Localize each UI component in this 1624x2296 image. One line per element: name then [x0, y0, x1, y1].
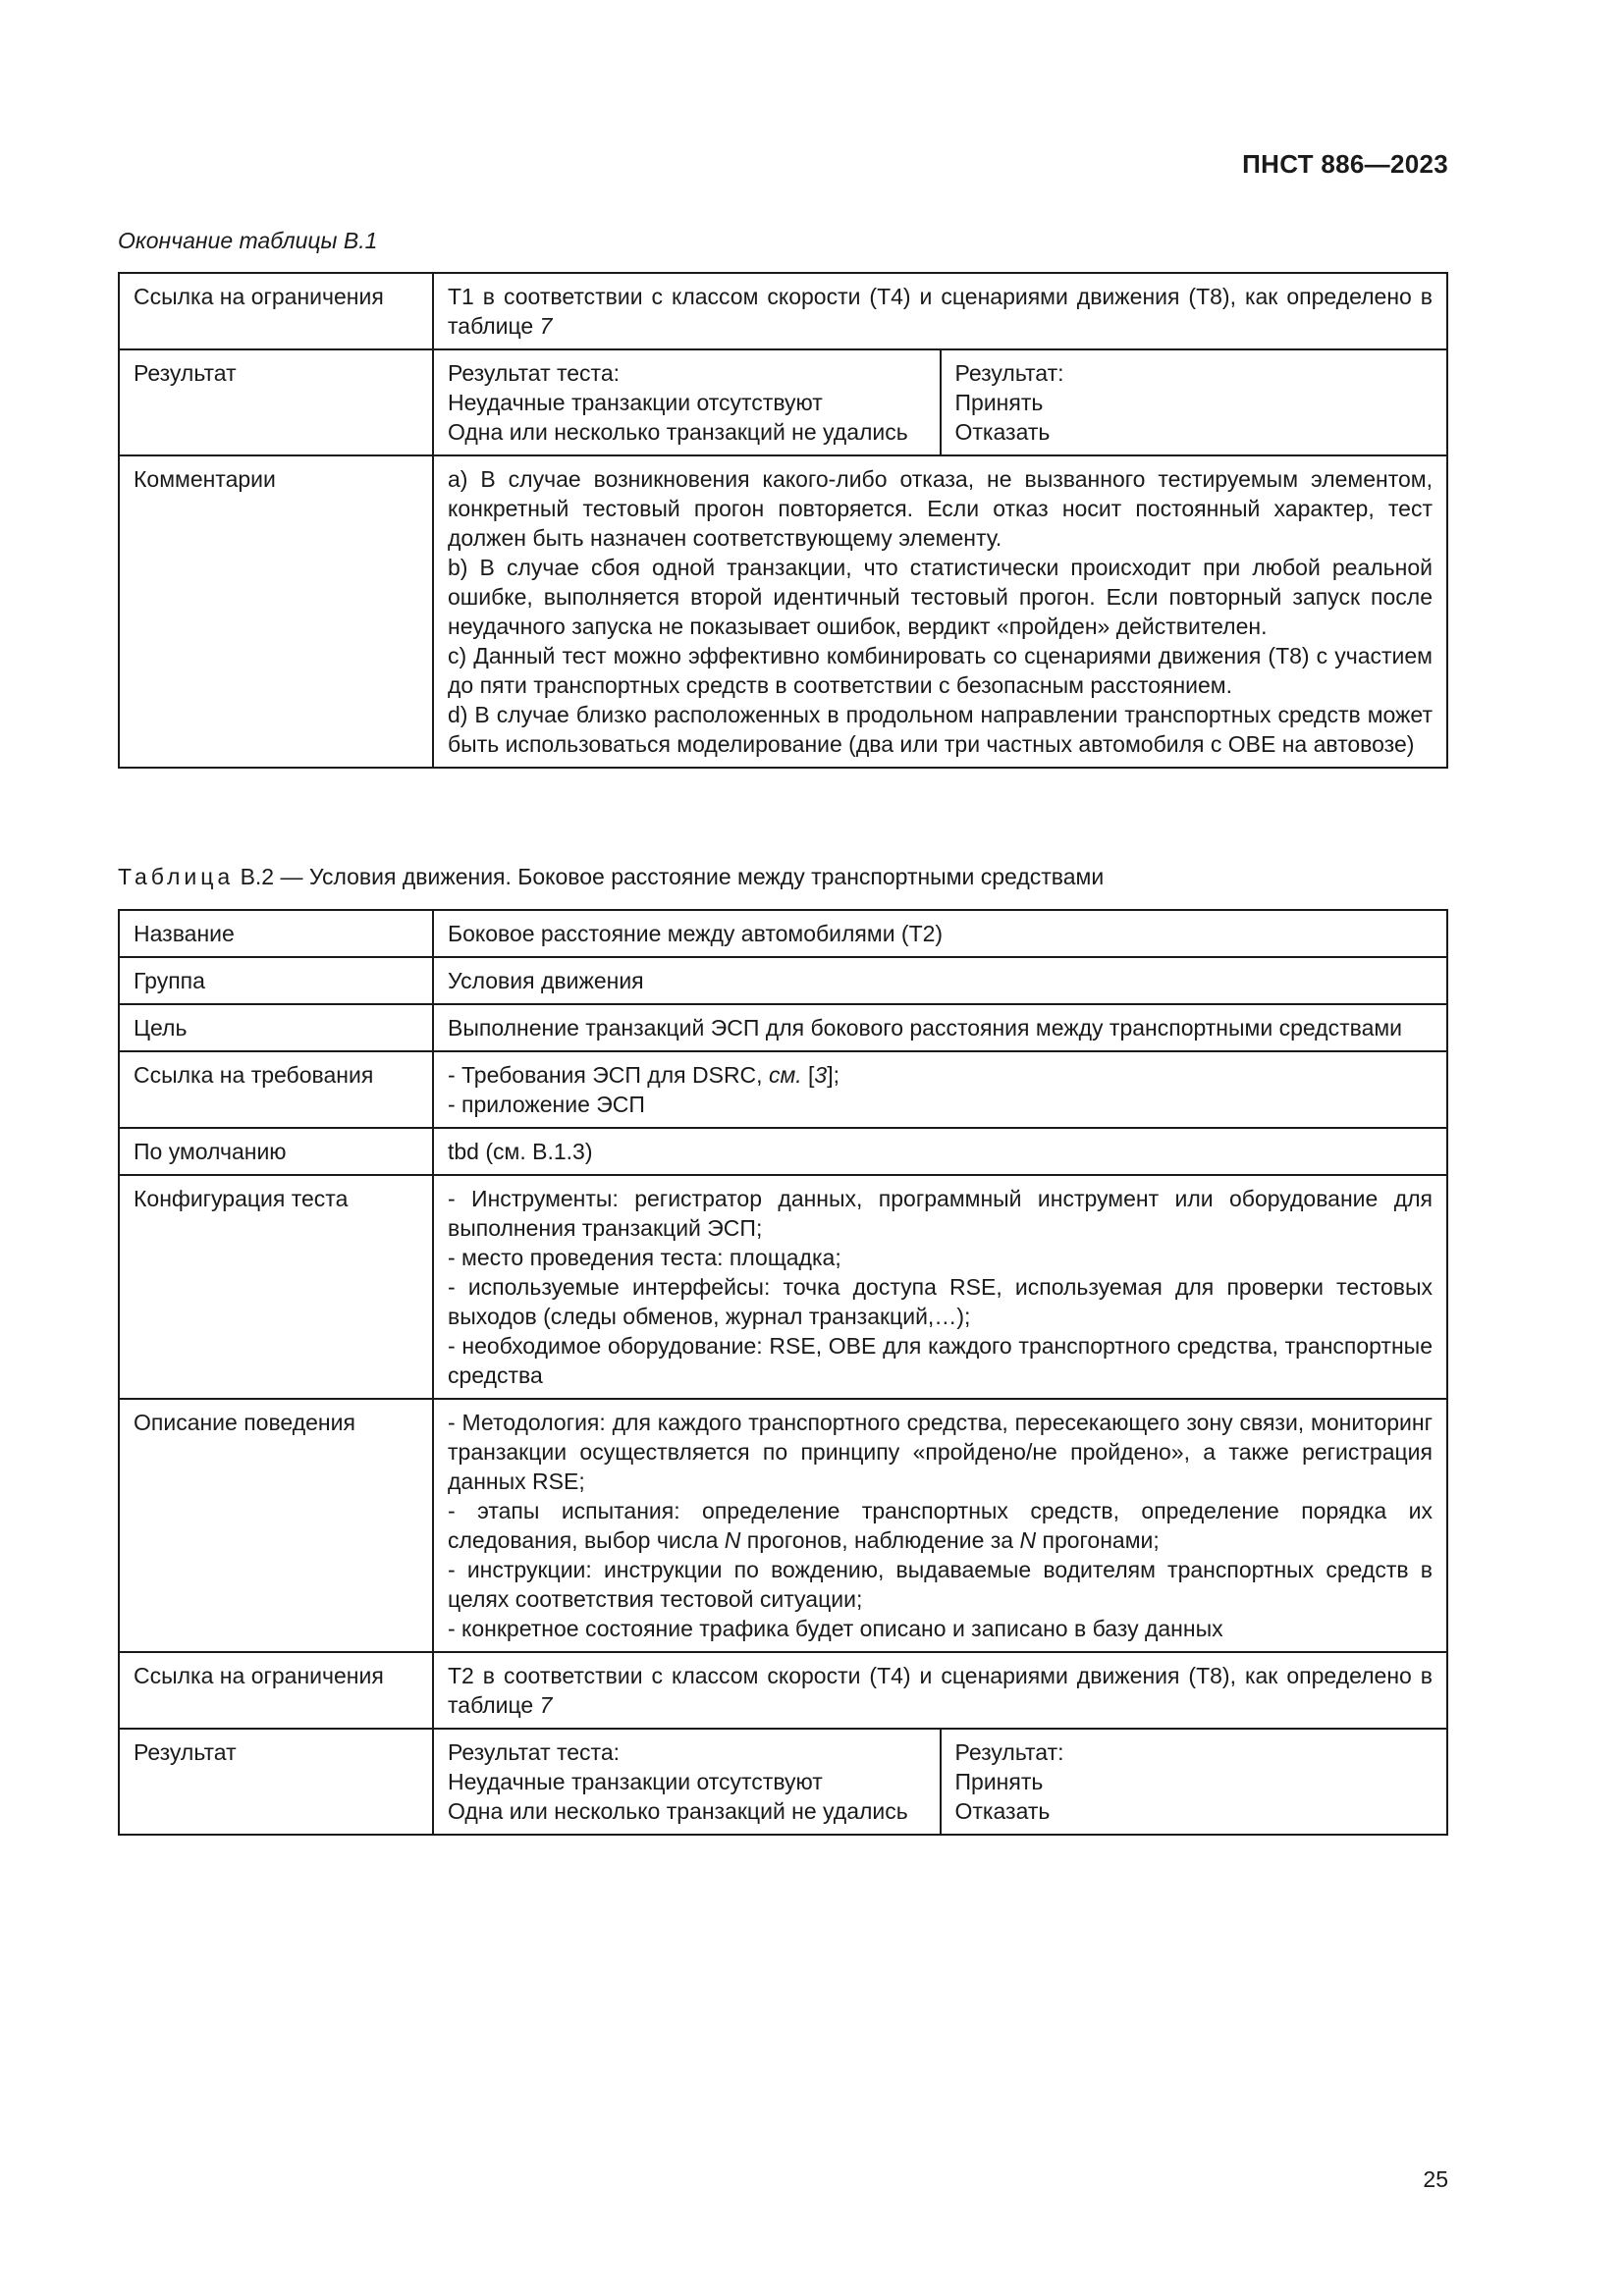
row-label: Группа	[119, 957, 433, 1004]
constraint-text: Т1 в соответствии с классом скорости (Т4) и сценариями движения (Т8), как определено в таблице	[448, 284, 1433, 339]
variable-n: N	[724, 1527, 741, 1553]
verdict-cell	[941, 1729, 1448, 1835]
table-row	[119, 1175, 1447, 1399]
table-row	[119, 910, 1447, 957]
document-id: ПНСТ 886—2023	[1242, 149, 1448, 179]
test-result-line: Неудачные транзакции отсутствуют	[448, 1769, 823, 1794]
verdict-cell	[941, 349, 1448, 455]
table-row	[119, 1399, 1447, 1652]
row-label: Результат	[119, 349, 433, 455]
behavior-paragraph: - конкретное состояние трафика будет описано и записано в базу данных	[448, 1616, 1223, 1641]
constraint-text: Т2 в соответствии с классом скорости (Т4) и сценариями движения (Т8), как определено в таблице	[448, 1663, 1433, 1718]
verdict-line: Отказать	[954, 1798, 1051, 1824]
bibliography-reference: 3	[814, 1062, 828, 1088]
behavior-paragraph: - Методология: для каждого транспортного средства, пересекающего зону связи, мониторинг транзакции осуществляется по принципу «пройдено/не пройдено», а также регистрация данных RSE;	[448, 1410, 1433, 1494]
table-caption-word: Таблица	[118, 864, 235, 889]
table-continuation-label: Окончание таблицы В.1	[118, 228, 378, 253]
bracket-open: [	[801, 1062, 815, 1088]
row-value: Боковое расстояние между автомобилями (Т2)	[433, 910, 1447, 957]
test-result-line: Одна или несколько транзакций не удались	[448, 1798, 908, 1824]
row-label: Результат	[119, 1729, 433, 1835]
table-row	[119, 349, 1447, 455]
table-row	[119, 1652, 1447, 1729]
verdict-line: Результат:	[954, 1739, 1064, 1765]
table-reference: 7	[539, 1692, 553, 1718]
verdict-line: Принять	[954, 1769, 1044, 1794]
config-text: - Инструменты: регистратор данных, программный инструмент или оборудование для выполнения транзакций ЭСП; - место проведения теста: площадка; - используемые интерфейсы: точка доступа RSE, используемая для проверки тестовых выходов (следы обменов, журнал транзакций,…); - необходимое оборудование: RSE, OBE для каждого транспортного средства, транспортные средства	[433, 1175, 1447, 1399]
table-row	[119, 273, 1447, 349]
row-label: Цель	[119, 1004, 433, 1051]
requirement-line	[448, 1060, 1433, 1090]
test-result-cell	[433, 349, 941, 455]
row-label: Ссылка на требования	[119, 1051, 433, 1128]
table-row	[119, 1004, 1447, 1051]
see-abbrev: см.	[768, 1062, 802, 1088]
verdict-line: Результат:	[954, 360, 1064, 386]
behavior-paragraph	[448, 1496, 1433, 1555]
table-reference: 7	[539, 313, 553, 339]
row-label: Описание поведения	[119, 1399, 433, 1652]
row-label: Ссылка на ограничения	[119, 1652, 433, 1729]
table-b2	[118, 909, 1448, 1836]
constraint-reference-cell	[433, 273, 1447, 349]
requirement-text: - Требования ЭСП для DSRC,	[448, 1062, 769, 1088]
page-number: 25	[1423, 2166, 1448, 2192]
row-label: По умолчанию	[119, 1128, 433, 1175]
row-value: tbd (см. В.1.3)	[433, 1128, 1447, 1175]
table-row	[119, 1729, 1447, 1835]
table-row	[119, 455, 1447, 768]
requirement-line: - приложение ЭСП	[448, 1092, 645, 1117]
requirements-cell	[433, 1051, 1447, 1128]
row-label: Название	[119, 910, 433, 957]
table-row	[119, 957, 1447, 1004]
table-row	[119, 1128, 1447, 1175]
test-result-line: Результат теста:	[448, 360, 621, 386]
row-label: Конфигурация теста	[119, 1175, 433, 1399]
behavior-paragraph: - инструкции: инструкции по вождению, выдаваемые водителям транспортных средств в целях соответствия тестовой ситуации;	[448, 1557, 1433, 1612]
behavior-cell	[433, 1399, 1447, 1652]
verdict-line: Принять	[954, 390, 1044, 415]
test-result-line: Одна или несколько транзакций не удались	[448, 419, 908, 445]
row-value: Выполнение транзакций ЭСП для бокового расстояния между транспортными средствами	[433, 1004, 1447, 1051]
test-result-line: Неудачные транзакции отсутствуют	[448, 390, 823, 415]
table-caption	[118, 864, 1104, 890]
bracket-close: ];	[827, 1062, 839, 1088]
table-row	[119, 1051, 1447, 1128]
row-label: Комментарии	[119, 455, 433, 768]
row-value: Условия движения	[433, 957, 1447, 1004]
comments-text: а) В случае возникновения какого-либо отказа, не вызванного тестируемым элементом, конкретный тестовый прогон повторяется. Если отказ носит постоянный характер, тест должен быть назначен соответствующему элементу. b) В случае сбоя одной транзакции, что статистически происходит при любой реальной ошибке, выполняется второй идентичный тестовый прогон. Если повторный запуск после неудачного запуска не показывает ошибок, вердикт «пройден» действителен. c) Данный тест можно эффективно комбинировать со сценариями движения (Т8) с участием до пяти транспортных средств в соответствии с безопасным расстоянием. d) В случае близко расположенных в продольном направлении транспортных средств может быть использоваться моделирование (два или три частных автомобиля с OBE на автовозе)	[433, 455, 1447, 768]
behavior-text: прогонов, наблюдение за	[740, 1527, 1020, 1553]
variable-n: N	[1019, 1527, 1037, 1553]
table-b1-end	[118, 272, 1448, 769]
test-result-line: Результат теста:	[448, 1739, 621, 1765]
table-caption-title: В.2 — Условия движения. Боковое расстояние между транспортными средствами	[234, 864, 1105, 889]
constraint-reference-cell	[433, 1652, 1447, 1729]
behavior-text: прогонами;	[1036, 1527, 1160, 1553]
behavior-text: - этапы испытания: определение транспортных средств, определение порядка их следования, выбор числа	[448, 1498, 1433, 1553]
verdict-line: Отказать	[954, 419, 1051, 445]
row-label: Ссылка на ограничения	[119, 273, 433, 349]
test-result-cell	[433, 1729, 941, 1835]
